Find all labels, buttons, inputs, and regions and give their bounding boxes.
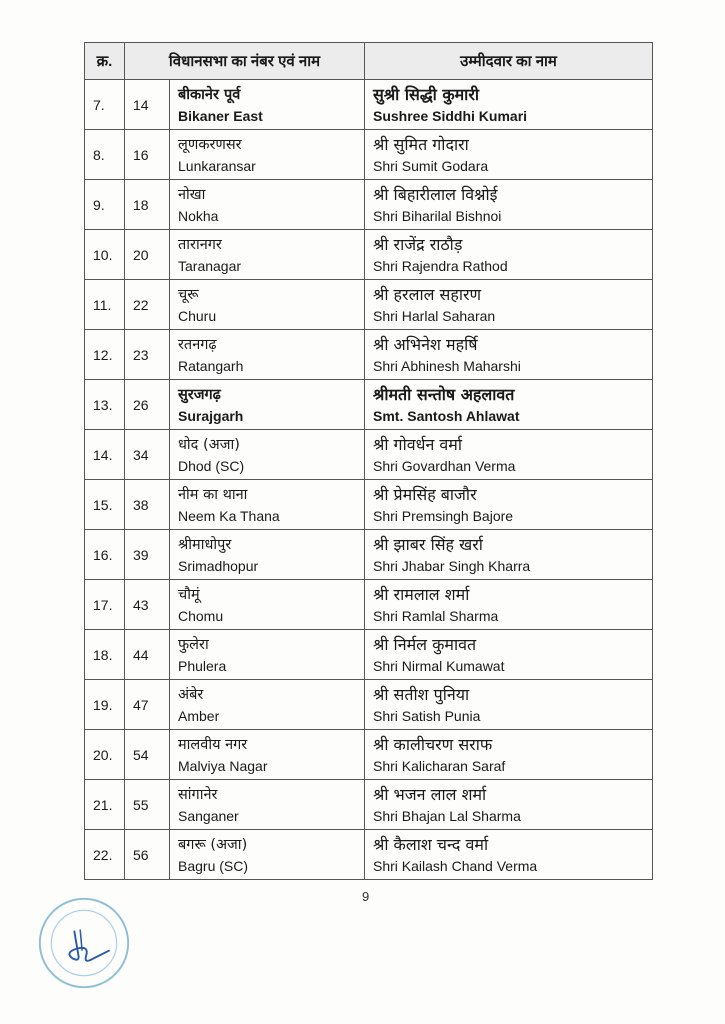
candidate-name-cell bbox=[365, 530, 653, 580]
constituency-number-cell: 34 bbox=[125, 430, 170, 480]
header-constituency: विधानसभा का नंबर एवं नाम bbox=[125, 43, 365, 80]
constituency-name-hindi: नोखा bbox=[178, 186, 206, 203]
candidate-name-cell bbox=[365, 680, 653, 730]
candidate-name-hindi: श्री हरलाल सहारण bbox=[373, 284, 482, 304]
constituency-name-hindi: सांगानेर bbox=[178, 786, 218, 803]
constituency-name-hindi: बीकानेर पूर्व bbox=[178, 86, 241, 103]
candidate-name-hindi: श्री गोवर्धन वर्मा bbox=[373, 434, 463, 454]
constituency-name-cell bbox=[170, 580, 365, 630]
serial-cell: 9. bbox=[85, 180, 125, 230]
candidate-name-english: Shri Premsingh Bajore bbox=[373, 507, 514, 524]
candidate-name-cell bbox=[365, 130, 653, 180]
candidate-name-english: Shri Harlal Saharan bbox=[373, 307, 496, 324]
table-row bbox=[85, 530, 653, 580]
constituency-name-english: Sanganer bbox=[178, 807, 239, 824]
constituency-number-cell: 43 bbox=[125, 580, 170, 630]
candidate-name-hindi: सुश्री सिद्धी कुमारी bbox=[373, 84, 480, 104]
candidate-name-english: Shri Satish Punia bbox=[373, 707, 481, 724]
constituency-name-cell bbox=[170, 530, 365, 580]
candidate-name-cell bbox=[365, 280, 653, 330]
candidate-name-english: Shri Govardhan Verma bbox=[373, 457, 516, 474]
serial-cell: 12. bbox=[85, 330, 125, 380]
constituency-number-cell: 39 bbox=[125, 530, 170, 580]
table-row bbox=[85, 580, 653, 630]
constituency-number-cell: 20 bbox=[125, 230, 170, 280]
candidate-name-hindi: श्री प्रेमसिंह बाजौर bbox=[373, 484, 477, 504]
candidate-name-cell bbox=[365, 780, 653, 830]
constituency-name-english: Neem Ka Thana bbox=[178, 507, 280, 524]
candidate-name-cell bbox=[365, 630, 653, 680]
serial-cell: 7. bbox=[85, 80, 125, 130]
serial-cell: 19. bbox=[85, 680, 125, 730]
table-body bbox=[85, 80, 653, 880]
signature-mark bbox=[69, 931, 109, 960]
candidate-name-hindi: श्री रामलाल शर्मा bbox=[373, 584, 470, 604]
constituency-name-english: Ratangarh bbox=[178, 357, 244, 374]
serial-cell: 20. bbox=[85, 730, 125, 780]
constituency-name-english: Churu bbox=[178, 307, 217, 324]
constituency-name-hindi: फुलेरा bbox=[178, 636, 209, 653]
table-row bbox=[85, 380, 653, 430]
constituency-name-cell bbox=[170, 680, 365, 730]
candidate-name-cell bbox=[365, 180, 653, 230]
constituency-name-hindi: चूरू bbox=[178, 286, 199, 303]
party-seal-stamp bbox=[36, 895, 132, 991]
constituency-name-english: Srimadhopur bbox=[178, 557, 259, 574]
constituency-name-hindi: श्रीमाधोपुर bbox=[178, 536, 232, 553]
constituency-number-cell: 16 bbox=[125, 130, 170, 180]
constituency-number-cell: 38 bbox=[125, 480, 170, 530]
constituency-name-english: Taranagar bbox=[178, 257, 242, 274]
candidate-name-cell bbox=[365, 380, 653, 430]
serial-cell: 22. bbox=[85, 830, 125, 880]
serial-cell: 16. bbox=[85, 530, 125, 580]
header-serial: क्र. bbox=[85, 43, 125, 80]
candidate-name-english: Shri Ramlal Sharma bbox=[373, 607, 499, 624]
candidate-name-english: Shri Abhinesh Maharshi bbox=[373, 357, 521, 374]
table-row bbox=[85, 80, 653, 130]
table-row bbox=[85, 630, 653, 680]
candidate-name-cell bbox=[365, 730, 653, 780]
constituency-name-cell bbox=[170, 830, 365, 880]
table-row bbox=[85, 180, 653, 230]
candidate-name-hindi: श्री अभिनेश महर्षि bbox=[373, 334, 478, 354]
constituency-number-cell: 55 bbox=[125, 780, 170, 830]
constituency-name-cell bbox=[170, 330, 365, 380]
constituency-number-cell: 18 bbox=[125, 180, 170, 230]
constituency-name-cell bbox=[170, 130, 365, 180]
candidate-name-hindi: श्री राजेंद्र राठौड़ bbox=[373, 234, 463, 254]
constituency-name-english: Malviya Nagar bbox=[178, 757, 268, 774]
table-row bbox=[85, 280, 653, 330]
table-row bbox=[85, 130, 653, 180]
constituency-name-hindi: नीम का थाना bbox=[178, 486, 248, 503]
seal-inner-ring bbox=[51, 910, 116, 975]
constituency-name-english: Dhod (SC) bbox=[178, 457, 245, 474]
candidate-name-hindi: श्री भजन लाल शर्मा bbox=[373, 784, 487, 804]
serial-cell: 21. bbox=[85, 780, 125, 830]
serial-cell: 18. bbox=[85, 630, 125, 680]
candidate-name-cell bbox=[365, 430, 653, 480]
candidate-name-hindi: श्री झाबर सिंह खर्रा bbox=[373, 534, 483, 554]
constituency-name-cell bbox=[170, 180, 365, 230]
constituency-name-hindi: अंबेर bbox=[178, 686, 204, 703]
table-row bbox=[85, 730, 653, 780]
constituency-name-cell bbox=[170, 430, 365, 480]
constituency-number-cell: 54 bbox=[125, 730, 170, 780]
constituency-name-cell bbox=[170, 80, 365, 130]
constituency-name-hindi: सुरजगढ़ bbox=[178, 386, 221, 403]
seal-outer-ring bbox=[40, 899, 128, 987]
candidate-name-english: Shri Bhajan Lal Sharma bbox=[373, 807, 521, 824]
serial-cell: 8. bbox=[85, 130, 125, 180]
constituency-name-hindi: रतनगढ़ bbox=[178, 336, 217, 353]
constituency-name-hindi: बगरू (अजा) bbox=[178, 836, 248, 853]
serial-cell: 13. bbox=[85, 380, 125, 430]
constituency-number-cell: 56 bbox=[125, 830, 170, 880]
constituency-name-english: Chomu bbox=[178, 607, 224, 624]
serial-cell: 10. bbox=[85, 230, 125, 280]
candidate-name-english: Smt. Santosh Ahlawat bbox=[373, 407, 520, 424]
candidate-name-cell bbox=[365, 830, 653, 880]
candidate-name-english: Shri Biharilal Bishnoi bbox=[373, 207, 502, 224]
candidate-name-cell bbox=[365, 580, 653, 630]
table-row bbox=[85, 830, 653, 880]
constituency-name-cell bbox=[170, 780, 365, 830]
constituency-name-cell bbox=[170, 280, 365, 330]
table-row bbox=[85, 680, 653, 730]
candidate-name-english: Shri Nirmal Kumawat bbox=[373, 657, 505, 674]
constituency-name-cell bbox=[170, 630, 365, 680]
candidate-name-english: Sushree Siddhi Kumari bbox=[373, 107, 528, 124]
candidate-name-hindi: श्रीमती सन्तोष अहलावत bbox=[373, 384, 515, 404]
constituency-name-english: Bikaner East bbox=[178, 107, 263, 124]
candidate-name-english: Shri Sumit Godara bbox=[373, 157, 489, 174]
serial-cell: 17. bbox=[85, 580, 125, 630]
constituency-name-english: Lunkaransar bbox=[178, 157, 256, 174]
constituency-name-hindi: धोद (अजा) bbox=[178, 436, 240, 453]
constituency-name-hindi: चौमूं bbox=[178, 586, 200, 603]
candidate-name-hindi: श्री निर्मल कुमावत bbox=[373, 634, 477, 654]
candidate-name-hindi: श्री सतीश पुनिया bbox=[373, 684, 470, 704]
candidate-name-cell bbox=[365, 230, 653, 280]
candidate-list-table bbox=[84, 42, 653, 880]
constituency-name-hindi: मालवीय नगर bbox=[178, 736, 248, 753]
constituency-number-cell: 44 bbox=[125, 630, 170, 680]
constituency-name-hindi: तारानगर bbox=[178, 236, 222, 253]
candidate-name-hindi: श्री कैलाश चन्द वर्मा bbox=[373, 834, 489, 854]
constituency-name-english: Nokha bbox=[178, 207, 219, 224]
candidate-name-english: Shri Kalicharan Saraf bbox=[373, 757, 506, 774]
constituency-name-cell bbox=[170, 230, 365, 280]
candidate-name-hindi: श्री कालीचरण सराफ bbox=[373, 734, 493, 754]
candidate-name-cell bbox=[365, 80, 653, 130]
constituency-name-english: Amber bbox=[178, 707, 220, 724]
constituency-name-english: Phulera bbox=[178, 657, 227, 674]
constituency-number-cell: 14 bbox=[125, 80, 170, 130]
constituency-name-cell bbox=[170, 380, 365, 430]
table-row bbox=[85, 780, 653, 830]
constituency-number-cell: 22 bbox=[125, 280, 170, 330]
candidate-name-cell bbox=[365, 330, 653, 380]
constituency-name-cell bbox=[170, 480, 365, 530]
serial-cell: 14. bbox=[85, 430, 125, 480]
constituency-number-cell: 26 bbox=[125, 380, 170, 430]
table-header-row bbox=[85, 43, 653, 80]
candidate-name-english: Shri Kailash Chand Verma bbox=[373, 857, 538, 874]
serial-cell: 11. bbox=[85, 280, 125, 330]
constituency-name-english: Bagru (SC) bbox=[178, 857, 249, 874]
candidate-name-cell bbox=[365, 480, 653, 530]
header-candidate: उम्मीदवार का नाम bbox=[365, 43, 653, 80]
table-row bbox=[85, 330, 653, 380]
table-row bbox=[85, 480, 653, 530]
table-row bbox=[85, 230, 653, 280]
constituency-name-cell bbox=[170, 730, 365, 780]
constituency-name-english: Surajgarh bbox=[178, 407, 244, 424]
candidate-name-hindi: श्री सुमित गोदारा bbox=[373, 134, 469, 154]
candidate-name-english: Shri Rajendra Rathod bbox=[373, 257, 508, 274]
page-number: 9 bbox=[362, 889, 370, 904]
constituency-name-hindi: लूणकरणसर bbox=[178, 136, 242, 153]
candidate-name-english: Shri Jhabar Singh Kharra bbox=[373, 557, 531, 574]
serial-cell: 15. bbox=[85, 480, 125, 530]
constituency-number-cell: 23 bbox=[125, 330, 170, 380]
candidate-name-hindi: श्री बिहारीलाल विश्नोई bbox=[373, 184, 498, 204]
table-row bbox=[85, 430, 653, 480]
constituency-number-cell: 47 bbox=[125, 680, 170, 730]
